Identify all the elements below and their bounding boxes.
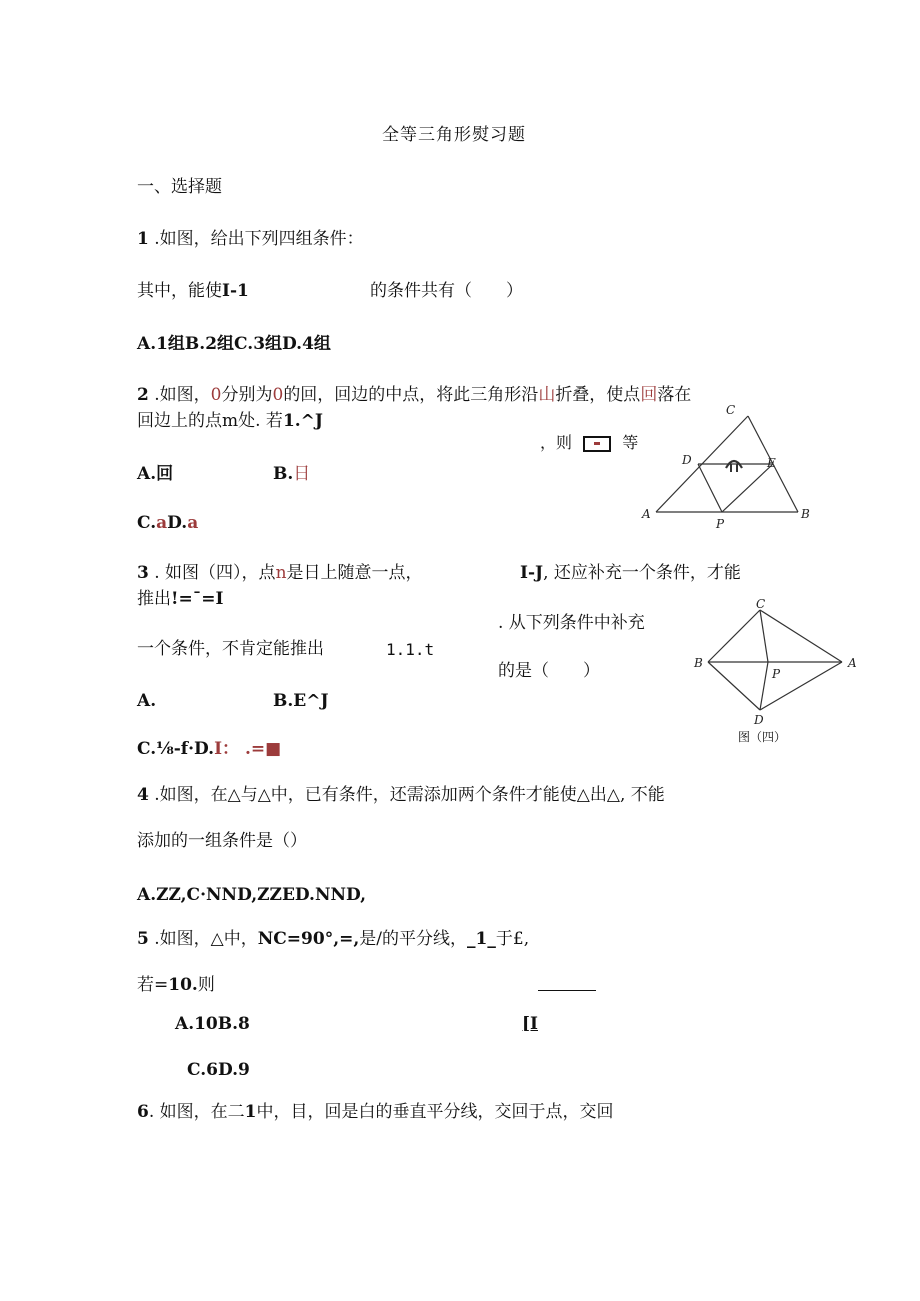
q1-number: 1 bbox=[137, 229, 149, 249]
q2-triangle-figure bbox=[636, 398, 816, 534]
q2-stem-b: 分别为 bbox=[221, 385, 273, 405]
q2-stem bbox=[137, 384, 691, 406]
q3-edge-cp bbox=[760, 610, 768, 662]
q3-kite-figure bbox=[692, 596, 864, 728]
q3-edge-ca bbox=[760, 610, 842, 662]
q5-line2-b: 则 bbox=[197, 975, 215, 995]
q2-line2-a: 回边上的点m处. 若 bbox=[137, 411, 283, 431]
q3-mid-text1: . 从下列条件中补充 bbox=[498, 613, 645, 633]
q2-stem-red2: 0 bbox=[272, 385, 284, 405]
q1-line2 bbox=[137, 280, 249, 302]
q2-label-b: B bbox=[801, 507, 810, 521]
q2-opt-b-red: 日 bbox=[293, 464, 311, 484]
q3-edge-db bbox=[708, 662, 760, 710]
q2-option-a bbox=[137, 463, 173, 485]
q3-options-cd bbox=[137, 738, 281, 760]
q3-opt-cd-a: C.⅛-f·D. bbox=[137, 739, 215, 759]
q3-edge-pd bbox=[760, 662, 768, 710]
q2-label-d: D bbox=[682, 453, 692, 467]
q2-boxed-symbol bbox=[583, 436, 611, 452]
q6-stem bbox=[137, 1101, 614, 1123]
q3-label-b: B bbox=[694, 656, 703, 670]
q1-options: A.1组B.2组C.3组D.4组 bbox=[137, 334, 331, 354]
q2-line2-bold: 1.^J bbox=[282, 411, 323, 431]
q1-line2-bold: I-1 bbox=[222, 281, 249, 301]
q3-mid-text2: 的是（ ） bbox=[498, 661, 600, 681]
q5-line2-bold: 10. bbox=[168, 975, 198, 995]
q2-side-text bbox=[540, 432, 638, 454]
q4-stem-text: .如图，在△与△中，已有条件，还需添加两个条件才能使△出△, 不能 bbox=[148, 785, 665, 805]
q3-label-a: A bbox=[848, 656, 857, 670]
q5-stem-b: 是/的平分线， bbox=[359, 929, 468, 949]
q2-label-a: A bbox=[642, 507, 651, 521]
q2-opt-d: D. bbox=[167, 513, 188, 533]
q3-opt-cd-red: I： bbox=[214, 739, 240, 759]
q3-stem-right bbox=[520, 562, 741, 584]
q3-line2-bold: !=ˉ=I bbox=[171, 589, 224, 609]
q5-stem-bold: NC=90°,=, bbox=[257, 929, 360, 949]
q2-opt-c-red: a bbox=[156, 513, 168, 533]
q2-label-e: E bbox=[767, 456, 776, 470]
q5-blank-line bbox=[538, 990, 596, 991]
q2-side-text-a: ，则 bbox=[540, 433, 573, 452]
q2-opt-a-text: A.回 bbox=[137, 464, 174, 484]
q2-stem-e: 落在 bbox=[657, 385, 692, 405]
q2-label-p: P bbox=[716, 517, 725, 531]
q1-line2-suffix: 的条件共有（ ） bbox=[370, 281, 523, 301]
q1-stem bbox=[137, 228, 364, 250]
q2-opt-b-bold: B. bbox=[273, 464, 294, 484]
q5-line2-a: 若= bbox=[137, 975, 169, 995]
q3-stem-b: 是日上随意一点， bbox=[286, 563, 423, 583]
q2-stem-a: .如图， bbox=[148, 385, 211, 405]
q5-stem-a: .如图，△中， bbox=[148, 929, 258, 949]
q5-stem-bold2: _1_ bbox=[467, 929, 496, 949]
q3-line2-text: 推出 bbox=[137, 589, 171, 609]
q6-stem-a: . 如图，在二 bbox=[148, 1102, 245, 1122]
q5-stem-c: 于£, bbox=[495, 929, 530, 949]
q2-options-cd bbox=[137, 512, 198, 534]
q2-opt-d-red: a bbox=[187, 513, 199, 533]
q4-stem bbox=[137, 784, 665, 806]
q3-opt-cd-b: .=■ bbox=[239, 739, 282, 759]
section-heading: 一、选择题 bbox=[137, 177, 222, 197]
q1-line2-prefix: 其中，能使 bbox=[137, 281, 222, 301]
q5-line2 bbox=[137, 974, 215, 996]
q5-stem bbox=[137, 928, 529, 950]
q2-side-text-b: 等 bbox=[622, 433, 639, 452]
q5-number: 5 bbox=[137, 929, 149, 949]
q2-stem-d: 折叠，使点 bbox=[555, 385, 641, 405]
q2-stem-red4: 回 bbox=[640, 385, 658, 405]
q6-stem-bold: 1 bbox=[244, 1102, 257, 1122]
q3-right-bold: I-J bbox=[520, 563, 544, 583]
q3-line2 bbox=[137, 588, 223, 610]
q5-options-ab: A.10B.8 bbox=[175, 1014, 250, 1034]
q2-option-b bbox=[273, 463, 310, 485]
q3-label-p: P bbox=[772, 667, 781, 681]
q5-side-mark: [I bbox=[522, 1014, 538, 1034]
q3-line3 bbox=[137, 638, 324, 660]
q3-label-d: D bbox=[754, 713, 764, 727]
q3-line3-mono: 1.1.t bbox=[386, 640, 435, 659]
q1-stem-text: .如图，给出下列四组条件： bbox=[148, 229, 364, 249]
q6-number: 6 bbox=[137, 1102, 149, 1122]
q4-options: A.ZZ,C·NND,ZZED.NND, bbox=[137, 885, 367, 905]
q2-stem-c: 的回，回边的中点，将此三角形沿 bbox=[283, 385, 539, 405]
q3-option-b: B.E^J bbox=[273, 691, 329, 711]
q2-stem-red3: 山 bbox=[538, 385, 556, 405]
q3-stem bbox=[137, 562, 423, 584]
q3-label-c: C bbox=[756, 597, 766, 611]
q2-number: 2 bbox=[137, 385, 149, 405]
q3-option-a: A. bbox=[137, 691, 157, 711]
q4-number: 4 bbox=[137, 785, 149, 805]
q4-line2: 添加的一组条件是（） bbox=[137, 831, 307, 851]
q3-stem-red: n bbox=[275, 563, 287, 583]
q3-line3-text: 一个条件，不肯定能推出 bbox=[137, 639, 324, 659]
q3-right-text: , 还应补充一个条件，才能 bbox=[543, 563, 741, 583]
q2-edge-dp bbox=[698, 464, 722, 512]
q3-edge-bc bbox=[708, 610, 760, 662]
q2-line2 bbox=[137, 410, 323, 432]
q6-stem-b: 中，目，回是白的垂直平分线，交回于点，交回 bbox=[256, 1102, 614, 1122]
q2-opt-c: C. bbox=[137, 513, 157, 533]
q2-stem-red1: 0 bbox=[210, 385, 222, 405]
q5-options-cd: C.6D.9 bbox=[187, 1060, 250, 1080]
q2-label-c: C bbox=[726, 403, 736, 417]
page-title: 全等三角形熨习题 bbox=[382, 125, 526, 145]
q2-edge-ep bbox=[722, 464, 773, 512]
q3-stem-a: . 如图（四），点 bbox=[148, 563, 276, 583]
q3-number: 3 bbox=[137, 563, 149, 583]
q3-figure-caption: 图（四） bbox=[738, 730, 787, 744]
